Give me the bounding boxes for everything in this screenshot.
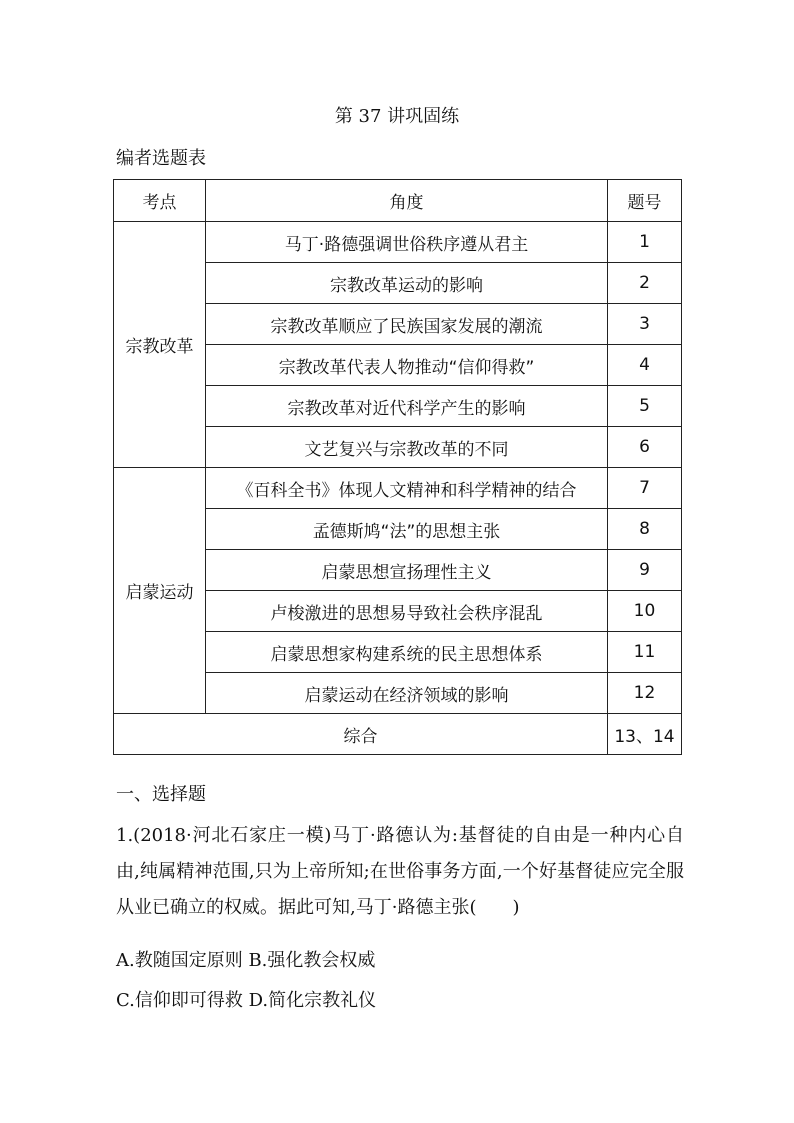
number-cell: 6 [608, 427, 682, 468]
number-cell: 12 [608, 673, 682, 714]
header-angle: 角度 [206, 180, 608, 222]
summary-number: 13、14 [608, 714, 682, 755]
number-cell: 3 [608, 304, 682, 345]
angle-cell: 启蒙思想宣扬理性主义 [206, 550, 608, 591]
angle-cell: 《百科全书》体现人文精神和科学精神的结合 [206, 468, 608, 509]
header-number: 题号 [608, 180, 682, 222]
number-cell: 9 [608, 550, 682, 591]
summary-row [114, 714, 682, 755]
number-cell: 5 [608, 386, 682, 427]
angle-cell: 卢梭激进的思想易导致社会秩序混乱 [206, 591, 608, 632]
number-cell: 8 [608, 509, 682, 550]
angle-cell: 宗教改革顺应了民族国家发展的潮流 [206, 304, 608, 345]
table-header-row [114, 180, 682, 222]
angle-cell: 宗教改革运动的影响 [206, 263, 608, 304]
angle-cell: 马丁·路德强调世俗秩序遵从君主 [206, 222, 608, 263]
number-cell: 10 [608, 591, 682, 632]
angle-cell: 宗教改革代表人物推动“信仰得救” [206, 345, 608, 386]
page-title: 第 37 讲巩固练 [334, 106, 460, 127]
angle-cell: 宗教改革对近代科学产生的影响 [206, 386, 608, 427]
number-cell: 11 [608, 632, 682, 673]
number-cell: 7 [608, 468, 682, 509]
table-caption: 编者选题表 [116, 148, 206, 169]
number-cell: 2 [608, 263, 682, 304]
angle-cell: 启蒙运动在经济领域的影响 [206, 673, 608, 714]
section-heading: 一、选择题 [116, 784, 206, 805]
angle-cell: 启蒙思想家构建系统的民主思想体系 [206, 632, 608, 673]
topic-selection-table [113, 179, 682, 755]
topic-cell-enlightenment: 启蒙运动 [114, 468, 206, 714]
number-cell: 1 [608, 222, 682, 263]
question-stem: 1.(2018·河北石家庄一模)马丁·路德认为:基督徒的自由是一种内心自由,纯属精神范围,只为上帝所知;在世俗事务方面,一个好基督徒应完全服从业已确立的权威。据此可知,马丁·路德主张( ) [116, 825, 684, 918]
number-cell: 4 [608, 345, 682, 386]
topic-cell-reformation: 宗教改革 [114, 222, 206, 468]
summary-label: 综合 [114, 714, 608, 755]
angle-cell: 文艺复兴与宗教改革的不同 [206, 427, 608, 468]
table-row [114, 222, 682, 263]
angle-cell: 孟德斯鸠“法”的思想主张 [206, 509, 608, 550]
options-line-1: A.教随国定原则 B.强化教会权威 [116, 950, 376, 971]
options-line-2: C.信仰即可得救 D.简化宗教礼仪 [116, 990, 377, 1011]
table-row [114, 468, 682, 509]
header-topic: 考点 [114, 180, 206, 222]
